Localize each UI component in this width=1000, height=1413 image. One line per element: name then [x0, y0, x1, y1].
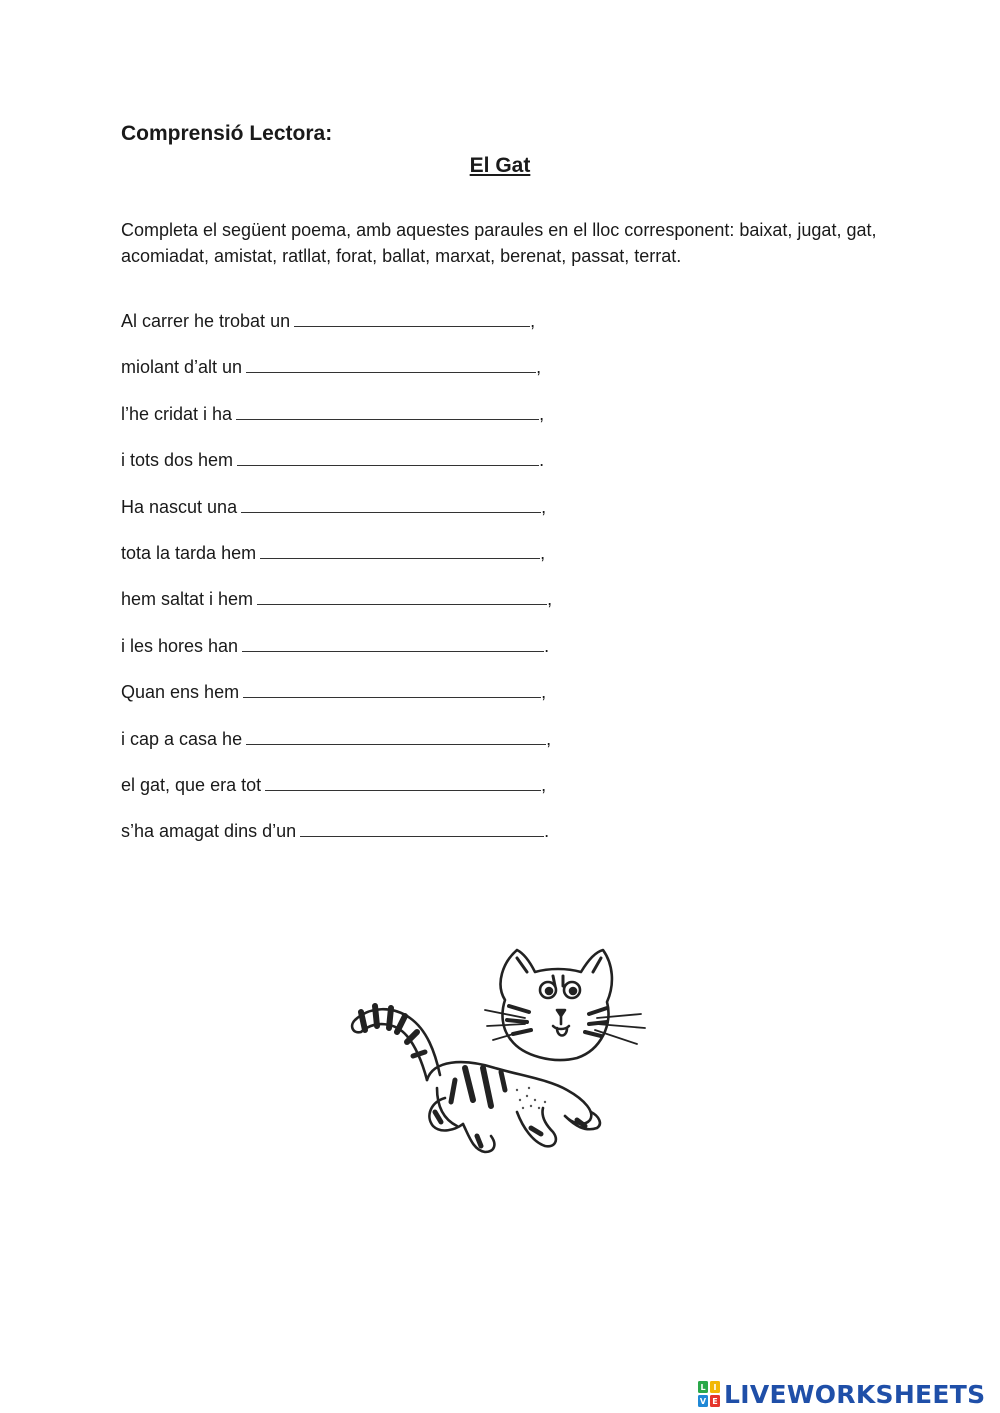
poem-line [121, 816, 821, 862]
poem-line-text: tota la tarda hem [121, 542, 257, 563]
poem-line-text: Quan ens hem [121, 682, 240, 703]
answer-blank[interactable] [241, 492, 541, 513]
poem-line-text: l’he cridat i ha [121, 403, 233, 424]
answer-blank[interactable] [237, 445, 539, 466]
poem-line-punctuation: , [536, 357, 542, 378]
poem-line [121, 492, 821, 538]
svg-text:E: E [712, 1397, 718, 1406]
striped-cat-illustration [345, 940, 655, 1165]
poem-line-text: miolant d’alt un [121, 357, 243, 378]
poem-line-punctuation: , [541, 682, 547, 703]
poem-line-text: Ha nascut una [121, 496, 238, 517]
poem-line [121, 770, 821, 816]
poem-line [121, 352, 821, 398]
answer-blank[interactable] [246, 352, 536, 373]
svg-text:I: I [713, 1383, 717, 1392]
poem-line-punctuation: . [539, 450, 545, 471]
poem-line-text: i les hores han [121, 635, 239, 656]
poem-line-punctuation: , [547, 589, 553, 610]
poem-line-text: Al carrer he trobat un [121, 311, 291, 331]
answer-blank[interactable] [300, 816, 544, 837]
poem-line-punctuation: , [540, 542, 546, 563]
poem-title: El Gat [469, 154, 531, 177]
poem-line [121, 724, 821, 770]
poem-line [121, 399, 821, 445]
poem-line-text: el gat, que era tot [121, 774, 262, 795]
poem-line-punctuation: . [544, 635, 550, 656]
worksheet-heading: Comprensió Lectora: [121, 122, 333, 145]
poem-lines [121, 306, 821, 863]
answer-blank[interactable] [260, 538, 540, 559]
poem-line-punctuation: . [544, 821, 550, 842]
poem-line-punctuation: , [546, 728, 552, 749]
poem-line [121, 445, 821, 491]
poem-line [121, 584, 821, 630]
poem-line-punctuation: , [541, 774, 547, 795]
svg-text:V: V [699, 1397, 707, 1406]
answer-blank[interactable] [236, 399, 539, 420]
poem-line-punctuation: , [541, 496, 547, 517]
liveworksheets-logo-icon [697, 1380, 721, 1408]
svg-text:L: L [700, 1383, 706, 1392]
poem-line-punctuation: , [539, 403, 545, 424]
poem-line [121, 631, 821, 677]
answer-blank[interactable] [257, 584, 547, 605]
answer-blank[interactable] [246, 724, 546, 745]
poem-line-text: s’ha amagat dins d’un [121, 821, 297, 842]
poem-line [121, 306, 821, 352]
poem-line-text: i tots dos hem [121, 450, 234, 471]
brand-footer [697, 1376, 985, 1412]
poem-line [121, 677, 821, 723]
answer-blank[interactable] [243, 677, 541, 698]
poem-line-text: i cap a casa he [121, 728, 243, 749]
answer-blank[interactable] [294, 306, 530, 327]
poem-line-punctuation: , [530, 311, 536, 331]
brand-name: LIVEWORKSHEETS [724, 1379, 986, 1409]
instructions-text: Completa el següent poema, amb aquestes paraules en el lloc corresponent: baixat, jugat, gat, acomiadat, amistat, ratllat, forat, ballat, marxat, berenat, passat, terrat. [121, 220, 877, 266]
poem-line-text: hem saltat i hem [121, 589, 254, 610]
poem-line [121, 538, 821, 584]
answer-blank[interactable] [242, 631, 544, 652]
answer-blank[interactable] [265, 770, 541, 791]
